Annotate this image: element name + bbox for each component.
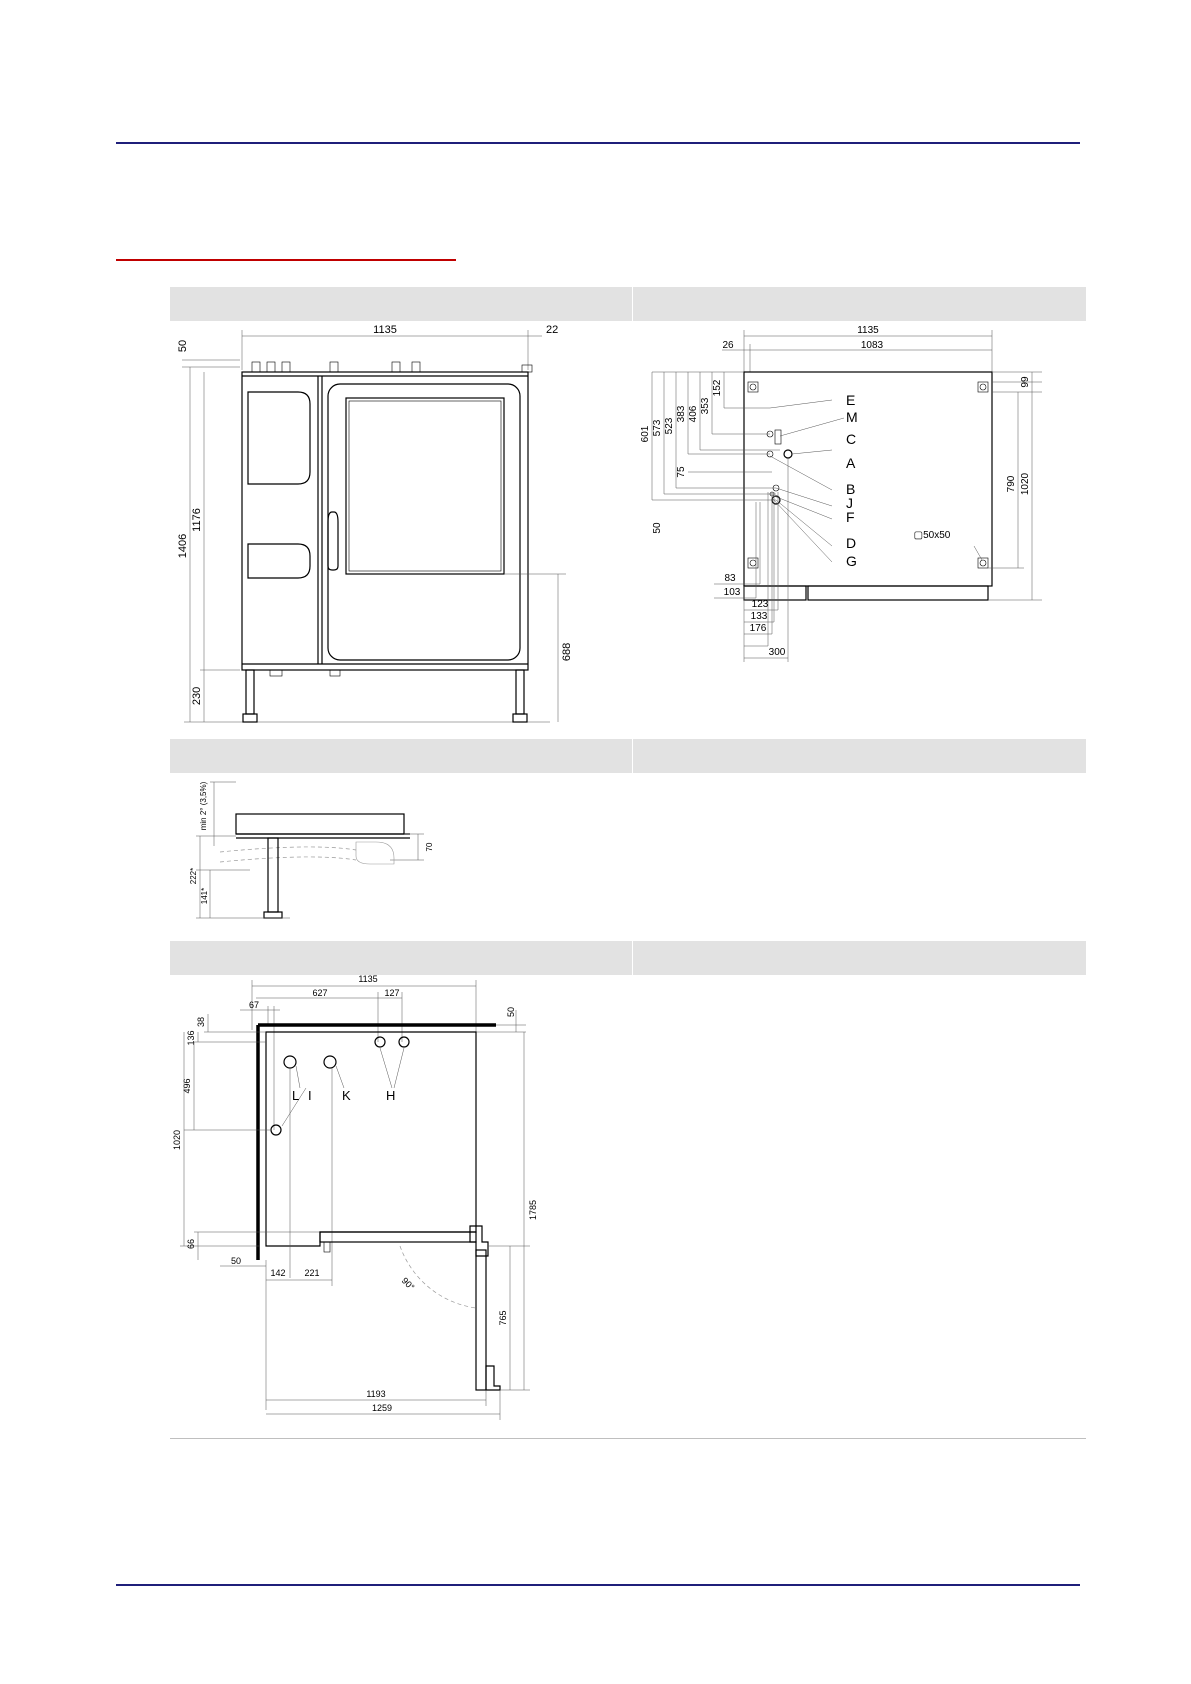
floor-label-K: K <box>342 1088 351 1103</box>
front-dim-door-height: 688 <box>561 642 573 662</box>
top-dim-v75: 75 <box>676 466 687 478</box>
top-dim-v601: 601 <box>640 425 651 443</box>
top-dim-left-offset: 26 <box>722 340 734 351</box>
footer-rule <box>116 1584 1080 1586</box>
floor-label-H: H <box>386 1088 396 1103</box>
top-dim-h176: 176 <box>749 623 767 634</box>
front-dim-right-offset: 22 <box>546 324 559 336</box>
front-view-drawing <box>170 322 573 732</box>
top-dim-h133: 133 <box>750 611 768 622</box>
top-view-drawing <box>632 322 1062 692</box>
conn-label-D: D <box>846 535 857 551</box>
top-dim-v406: 406 <box>688 405 699 423</box>
floor-dim-1193: 1193 <box>366 1389 386 1399</box>
floor-dim-136: 136 <box>186 1030 196 1046</box>
top-dim-inner-width: 1083 <box>860 340 884 351</box>
floor-dim-627: 627 <box>312 988 328 998</box>
floor-plan-drawing <box>170 970 550 1432</box>
floor-angle: 90° <box>399 1275 417 1293</box>
floor-dim-1020: 1020 <box>172 1129 182 1151</box>
conn-label-M: M <box>846 409 858 425</box>
section-title-underline <box>116 259 456 261</box>
front-dim-top-offset: 50 <box>177 339 189 353</box>
floor-dim-50-left: 50 <box>230 1256 242 1266</box>
conn-label-E: E <box>846 392 856 408</box>
conn-label-F: F <box>846 509 855 525</box>
top-dim-corner: 99 <box>1020 376 1031 388</box>
floor-dim-221: 221 <box>304 1268 320 1278</box>
floor-dim-1259: 1259 <box>371 1403 393 1413</box>
drain-height-70: 70 <box>425 842 434 852</box>
top-dim-inner-depth: 790 <box>1006 475 1017 493</box>
top-dim-v383: 383 <box>676 405 687 423</box>
conn-label-J: J <box>846 495 853 511</box>
top-dim-depth: 1020 <box>1020 472 1031 496</box>
floor-dim-50-right: 50 <box>506 1006 516 1018</box>
section-band-2 <box>170 739 1086 773</box>
top-dim-h103: 103 <box>723 587 741 598</box>
drain-slope: min 2° (3,5%) <box>199 781 208 831</box>
front-dim-width: 1135 <box>373 324 397 336</box>
floor-dim-765: 765 <box>498 1310 508 1326</box>
floor-dim-66: 66 <box>186 1238 196 1250</box>
floor-dim-width: 1135 <box>358 974 378 984</box>
top-foot-note: ▢50x50 <box>913 530 951 541</box>
top-dim-h300: 300 <box>768 647 786 658</box>
top-dim-v523: 523 <box>664 417 675 435</box>
section-band-1 <box>170 287 1086 321</box>
floor-dim-1785: 1785 <box>528 1199 538 1221</box>
floor-dim-142: 142 <box>270 1268 286 1278</box>
floor-dim-38: 38 <box>196 1016 206 1028</box>
floor-label-L: L <box>292 1088 300 1103</box>
drain-height-141: 141* <box>200 887 209 905</box>
top-dim-v50: 50 <box>652 522 663 534</box>
conn-label-B: B <box>846 481 856 497</box>
floor-dim-67: 67 <box>248 1000 260 1010</box>
top-dim-v573: 573 <box>652 419 663 437</box>
top-dim-h123: 123 <box>751 599 769 610</box>
floor-dim-496: 496 <box>182 1078 192 1094</box>
content-divider <box>170 1438 1086 1439</box>
conn-label-A: A <box>846 455 856 471</box>
drain-height-222: 222* <box>189 867 198 885</box>
front-dim-body-height: 1176 <box>191 508 203 532</box>
conn-label-C: C <box>846 431 857 447</box>
drain-view-drawing <box>180 776 460 936</box>
floor-label-I: I <box>308 1088 312 1103</box>
top-dim-width: 1135 <box>857 325 879 336</box>
top-dim-h83: 83 <box>724 573 736 584</box>
top-dim-v353: 353 <box>700 397 711 415</box>
conn-label-G: G <box>846 553 857 569</box>
floor-dim-127: 127 <box>384 988 400 998</box>
front-dim-total-height: 1406 <box>177 533 189 559</box>
header-rule <box>116 142 1080 144</box>
top-dim-v152: 152 <box>712 379 723 397</box>
front-dim-leg-height: 230 <box>191 686 203 706</box>
